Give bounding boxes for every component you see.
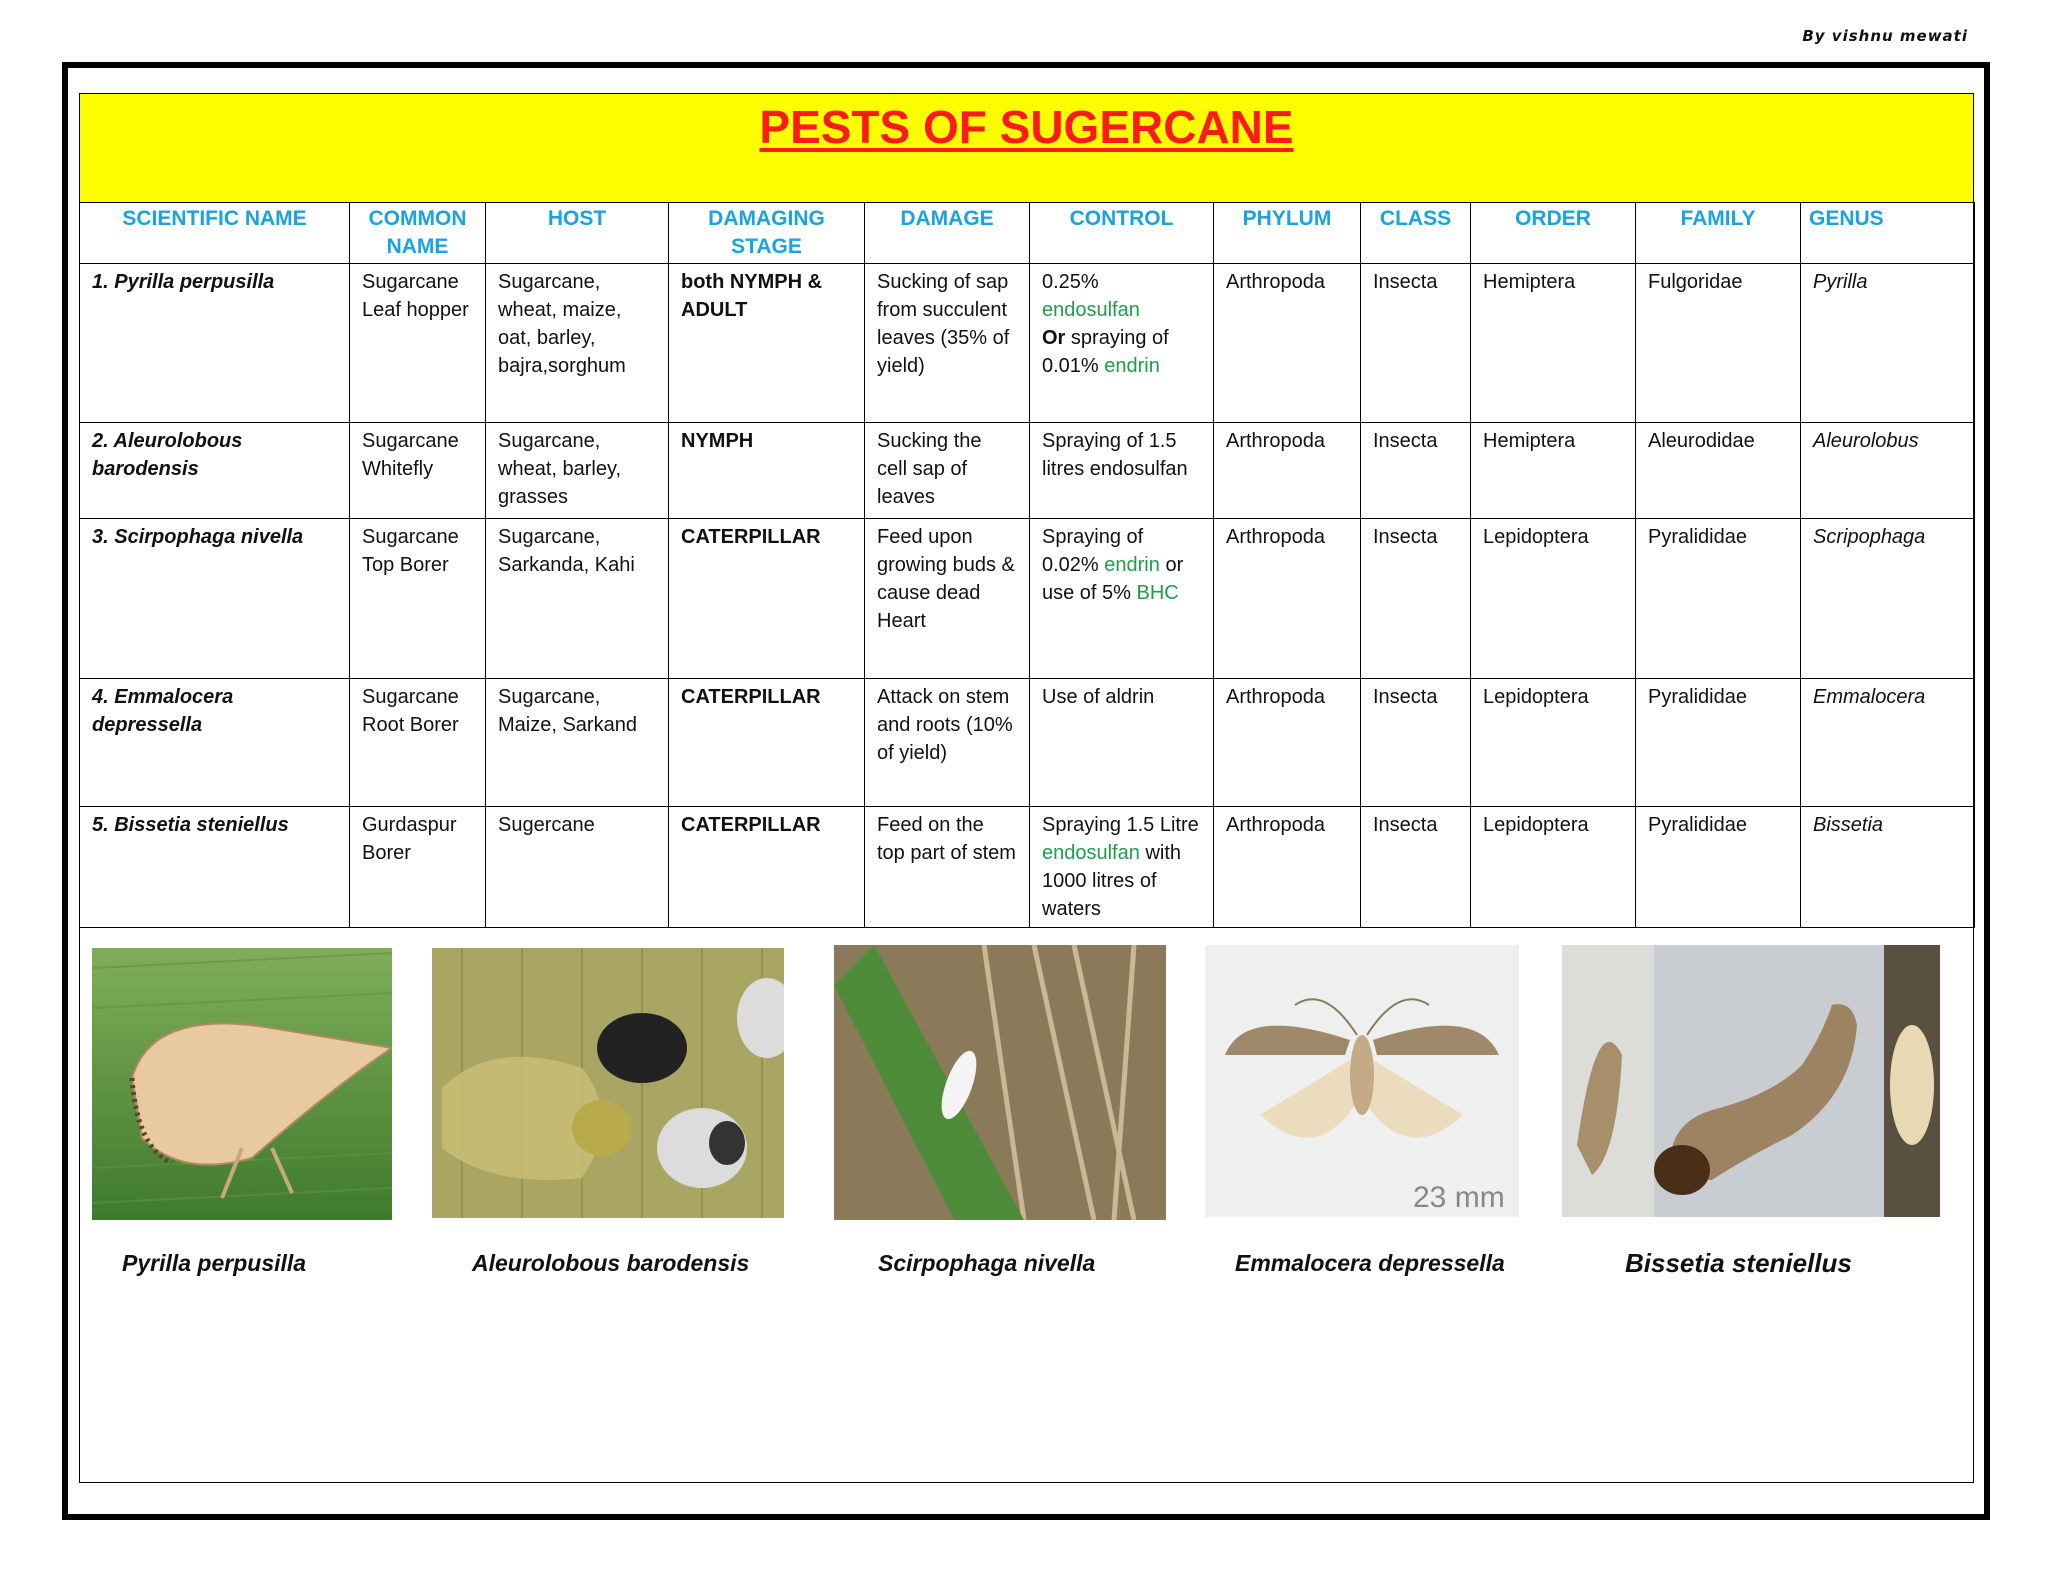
title-banner bbox=[79, 93, 1974, 203]
order: Hemiptera bbox=[1471, 264, 1636, 423]
control-text: with 1000 litres of waters bbox=[1042, 842, 1182, 920]
class: Insecta bbox=[1361, 519, 1471, 679]
scirpophaga-photo bbox=[834, 945, 1166, 1220]
family: Aleurodidae bbox=[1636, 423, 1801, 519]
chemical-name: endrin bbox=[1104, 554, 1160, 576]
control bbox=[1030, 519, 1214, 679]
order: Lepidoptera bbox=[1471, 519, 1636, 679]
genus: Bissetia bbox=[1801, 807, 1975, 928]
caption-emmalocera: Emmalocera depressella bbox=[1235, 1250, 1505, 1276]
family: Fulgoridae bbox=[1636, 264, 1801, 423]
chemical-name: endrin bbox=[1104, 355, 1160, 377]
caption-scirpophaga: Scirpophaga nivella bbox=[878, 1250, 1096, 1276]
damaging-stage: both NYMPH & ADULT bbox=[669, 264, 865, 423]
common-name: Sugarcane Root Borer bbox=[350, 679, 486, 807]
class: Insecta bbox=[1361, 807, 1471, 928]
class: Insecta bbox=[1361, 679, 1471, 807]
header-control: CONTROL bbox=[1030, 203, 1214, 264]
host: Sugarcane, wheat, barley, grasses bbox=[486, 423, 669, 519]
damaging-stage: NYMPH bbox=[669, 423, 865, 519]
control-text: or use of 5% bbox=[1042, 554, 1184, 604]
damage: Sucking the cell sap of leaves bbox=[865, 423, 1030, 519]
chemical-name: endosulfan bbox=[1042, 842, 1140, 864]
chemical-name: BHC bbox=[1136, 582, 1179, 604]
header-scientific-name: SCIENTIFIC NAME bbox=[80, 203, 350, 264]
damage: Attack on stem and roots (10% of yield) bbox=[865, 679, 1030, 807]
control bbox=[1030, 264, 1214, 423]
caption-bissetia: Bissetia steniellus bbox=[1625, 1248, 1852, 1278]
common-name: Sugarcane Leaf hopper bbox=[350, 264, 486, 423]
common-name: Gurdaspur Borer bbox=[350, 807, 486, 928]
scale-label: 23 mm bbox=[1413, 1181, 1505, 1214]
class: Insecta bbox=[1361, 423, 1471, 519]
header-host: HOST bbox=[486, 203, 669, 264]
control-text: Or bbox=[1042, 327, 1066, 349]
genus: Aleurolobus bbox=[1801, 423, 1975, 519]
order: Lepidoptera bbox=[1471, 807, 1636, 928]
table-row bbox=[80, 423, 1975, 519]
control: Use of aldrin bbox=[1030, 679, 1214, 807]
chemical-name: endosulfan bbox=[1042, 299, 1140, 321]
damage: Feed on the top part of stem bbox=[865, 807, 1030, 928]
common-name: Sugarcane Whitefly bbox=[350, 423, 486, 519]
header-order: ORDER bbox=[1471, 203, 1636, 264]
family: Pyralididae bbox=[1636, 519, 1801, 679]
control-text: spraying of 0.01% bbox=[1042, 327, 1169, 377]
order: Lepidoptera bbox=[1471, 679, 1636, 807]
damage: Feed upon growing buds & cause dead Heart bbox=[865, 519, 1030, 679]
genus: Pyrilla bbox=[1801, 264, 1975, 423]
table-header-row bbox=[80, 203, 1975, 264]
page-title: PESTS OF SUGERCANE bbox=[759, 101, 1294, 153]
header-genus: GENUS bbox=[1801, 203, 1975, 264]
header-phylum: PHYLUM bbox=[1214, 203, 1361, 264]
genus: Scripophaga bbox=[1801, 519, 1975, 679]
scientific-name: 2. Aleurolobous barodensis bbox=[80, 423, 350, 519]
scientific-name: 5. Bissetia steniellus bbox=[80, 807, 350, 928]
host: Sugarcane, Maize, Sarkand bbox=[486, 679, 669, 807]
aleurolobus-photo bbox=[432, 948, 784, 1218]
header-common-name: COMMON NAME bbox=[350, 203, 486, 264]
damaging-stage: CATERPILLAR bbox=[669, 807, 865, 928]
damaging-stage: CATERPILLAR bbox=[669, 679, 865, 807]
control: Spraying of 1.5 litres endosulfan bbox=[1030, 423, 1214, 519]
control bbox=[1030, 807, 1214, 928]
scientific-name: 3. Scirpophaga nivella bbox=[80, 519, 350, 679]
phylum: Arthropoda bbox=[1214, 807, 1361, 928]
scientific-name: 1. Pyrilla perpusilla bbox=[80, 264, 350, 423]
scientific-name: 4. Emmalocera depressella bbox=[80, 679, 350, 807]
caption-aleurolobous: Aleurolobous barodensis bbox=[472, 1250, 750, 1276]
common-name: Sugarcane Top Borer bbox=[350, 519, 486, 679]
author-credit: By vishnu mewati bbox=[1802, 27, 1968, 45]
host: Sugarcane, wheat, maize, oat, barley, bajra,sorghum bbox=[486, 264, 669, 423]
genus: Emmalocera bbox=[1801, 679, 1975, 807]
control-text: Spraying of 0.02% bbox=[1042, 526, 1144, 576]
table-row bbox=[80, 519, 1975, 679]
control-text: Spraying 1.5 Litre bbox=[1042, 814, 1199, 836]
phylum: Arthropoda bbox=[1214, 423, 1361, 519]
family: Pyralididae bbox=[1636, 679, 1801, 807]
control-text: 0.25% bbox=[1042, 271, 1099, 293]
header-class: CLASS bbox=[1361, 203, 1471, 264]
host: Sugarcane, Sarkanda, Kahi bbox=[486, 519, 669, 679]
family: Pyralididae bbox=[1636, 807, 1801, 928]
phylum: Arthropoda bbox=[1214, 679, 1361, 807]
bissetia-photo bbox=[1562, 945, 1940, 1217]
header-damage: DAMAGE bbox=[865, 203, 1030, 264]
emmalocera-photo bbox=[1205, 945, 1519, 1217]
table-row bbox=[80, 807, 1975, 928]
phylum: Arthropoda bbox=[1214, 264, 1361, 423]
damaging-stage: CATERPILLAR bbox=[669, 519, 865, 679]
pests-table bbox=[79, 202, 1975, 928]
table-row bbox=[80, 679, 1975, 807]
pyrilla-photo bbox=[92, 948, 392, 1220]
class: Insecta bbox=[1361, 264, 1471, 423]
table-row bbox=[80, 264, 1975, 423]
caption-pyrilla: Pyrilla perpusilla bbox=[122, 1250, 307, 1276]
header-family: FAMILY bbox=[1636, 203, 1801, 264]
header-damaging-stage: DAMAGING STAGE bbox=[669, 203, 865, 264]
order: Hemiptera bbox=[1471, 423, 1636, 519]
host: Sugercane bbox=[486, 807, 669, 928]
damage: Sucking of sap from succulent leaves (35% of yield) bbox=[865, 264, 1030, 423]
phylum: Arthropoda bbox=[1214, 519, 1361, 679]
